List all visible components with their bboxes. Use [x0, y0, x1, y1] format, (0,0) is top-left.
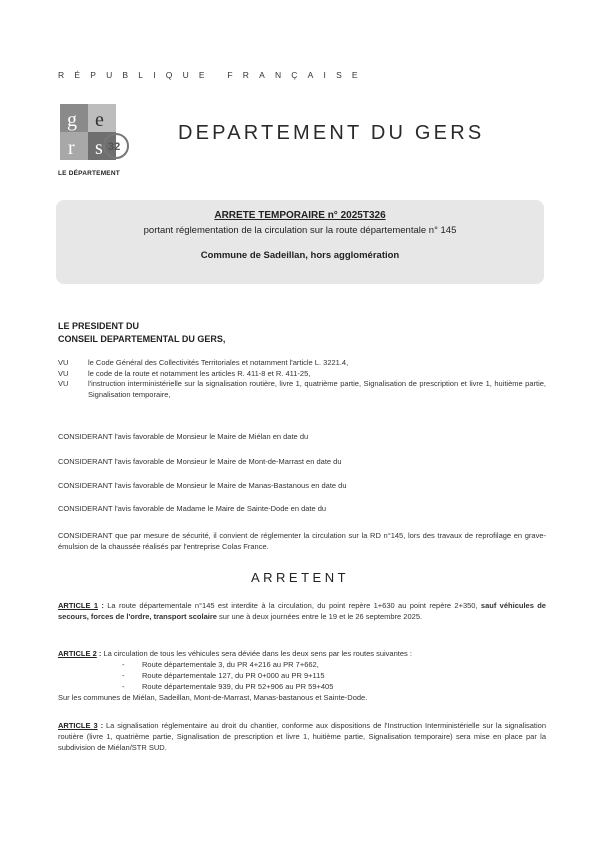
deviation-route-item: - Route départementale 3, du PR 4+216 au PR 7+662,: [122, 660, 319, 669]
vu-item: [58, 369, 546, 380]
article-1: ARTICLE 1 : La route départementale n°145 est interdite à la circulation, du point repère 1+630 au point repère 2+350, sauf véhicules de secours, forces de l'ordre, transport scolaire sur une à deux journées entre le 19 et le 26 septembre 2025.: [58, 601, 546, 621]
article-1-label: ARTICLE 1: [58, 601, 99, 610]
arrete-commune: Commune de Sadeillan, hors agglomération: [200, 250, 400, 261]
vu-key: VU: [58, 368, 69, 378]
logo-letter-r: r: [68, 137, 75, 159]
president-line-1: LE PRESIDENT DU: [58, 321, 140, 331]
vu-key: VU: [58, 358, 69, 367]
logo-caption: LE DÉPARTEMENT: [58, 170, 120, 177]
considerant-securite: CONSIDERANT que par mesure de sécurité, il convient de réglementer la circulation sur la RD n°145, lors des travaux de reprofilage en grave-émulsion de la chaussée réalisés par l'entreprise Colas France.: [58, 531, 546, 551]
vu-text: le code de la route et notamment les articles R. 411-8 et R. 411-25,: [88, 368, 311, 378]
article-1-text-a: La route départementale n°145 est interdite à la circulation, du point repère 1+630 au point repère 2+350,: [107, 601, 481, 610]
republique-francaise: RÉPUBLIQUE FRANÇAISE: [58, 70, 368, 80]
considerant-sainte-dode: CONSIDERANT l'avis favorable de Madame le Maire de Sainte-Dode en date du: [58, 504, 327, 513]
vu-item: [58, 358, 546, 369]
article-2-communes: Sur les communes de Miélan, Sadeillan, Mont-de-Marrast, Manas-bastanous et Sainte-Dode.: [58, 693, 368, 702]
arrete-subtitle: portant réglementation de la circulation sur la route départementale n° 145: [143, 225, 457, 236]
logo-letter-g: g: [67, 109, 77, 131]
deviation-route-item: - Route départementale 939, du PR 52+906 au PR 59+405: [122, 682, 334, 691]
article-3-label: ARTICLE 3: [58, 721, 98, 730]
gers-logo: [58, 102, 130, 166]
article-2-label: ARTICLE 2: [58, 649, 97, 658]
president-heading: [58, 320, 225, 346]
article-2: ARTICLE 2 : La circulation de tous les véhicules sera déviée dans les deux sens par les routes suivantes : - Route départementale 3, du PR 4+216 au PR 7+662, - Route départementale 127, du PR 0+000 au PR 9+115 - Route départementale 939, du PR 52+906 au PR 59+405 Sur les communes de Miélan, Sadeillan, Mont-de-Marrast, Manas-bastanous et Sainte-Dode.: [58, 648, 546, 703]
article-2-intro: La circulation de tous les véhicules sera déviée dans les deux sens par les routes suivantes :: [103, 649, 412, 658]
deviation-route-item: - Route départementale 127, du PR 0+000 au PR 9+115: [122, 671, 325, 680]
article-1-text-b: sur une à deux journées entre le 19 et le 26 septembre 2025.: [216, 612, 423, 621]
vu-list: [58, 358, 546, 400]
logo-number: 32: [108, 141, 121, 153]
gers-logo-graphic: [58, 102, 130, 166]
vu-item: [58, 379, 546, 400]
article-1-exceptions: sauf véhicules de secours, forces de l'ordre, transport scolaire: [58, 601, 546, 621]
considerant-mont-de-marrast: CONSIDERANT l'avis favorable de Monsieur le Maire de Mont-de-Marrast en date du: [58, 457, 342, 466]
considerant-manas-bastanous: CONSIDERANT l'avis favorable de Monsieur le Maire de Manas-Bastanous en date du: [58, 481, 347, 490]
department-title: DEPARTEMENT DU GERS: [178, 122, 485, 144]
considerant-mielan: CONSIDERANT l'avis favorable de Monsieur le Maire de Miélan en date du: [58, 432, 309, 441]
logo-letter-e: e: [95, 109, 104, 131]
deviation-route-list: [58, 659, 546, 692]
vu-text: le Code Général des Collectivités Territoriales et notamment l'article L. 3221.4,: [88, 358, 349, 367]
article-3: ARTICLE 3 : La signalisation réglementaire au droit du chantier, conforme aux dispositions de l'Instruction Interministérielle sur la signalisation routière (livre 1, quatrième partie, Signalisation de prescription et livre 1, huitième partie, Signalisation temporaire) sera mise en place par la subdivision de Miélan/STR SUD.: [58, 721, 546, 752]
logo-letter-s: s: [95, 137, 103, 159]
arrete-title: ARRETE TEMPORAIRE n° 2025T326: [214, 210, 386, 221]
vu-text: l'instruction interministérielle sur la signalisation routière, livre 1, quatrième partie, Signalisation de prescription et livre 1, huitième partie, Signalisation temporaire,: [88, 379, 546, 399]
president-line-2: CONSEIL DEPARTEMENTAL DU GERS,: [58, 334, 226, 344]
article-3-text: La signalisation réglementaire au droit du chantier, conforme aux dispositions de l'Instruction Interministérielle sur la signalisation routière (livre 1, quatrième partie, Signalisation de prescription et livre 1, huitième partie, Signalisation temporaire) sera mise en place par la subdivision de Miélan/STR SUD.: [58, 721, 546, 752]
vu-key: VU: [58, 379, 69, 388]
arretent-heading: ARRETENT: [250, 570, 350, 585]
